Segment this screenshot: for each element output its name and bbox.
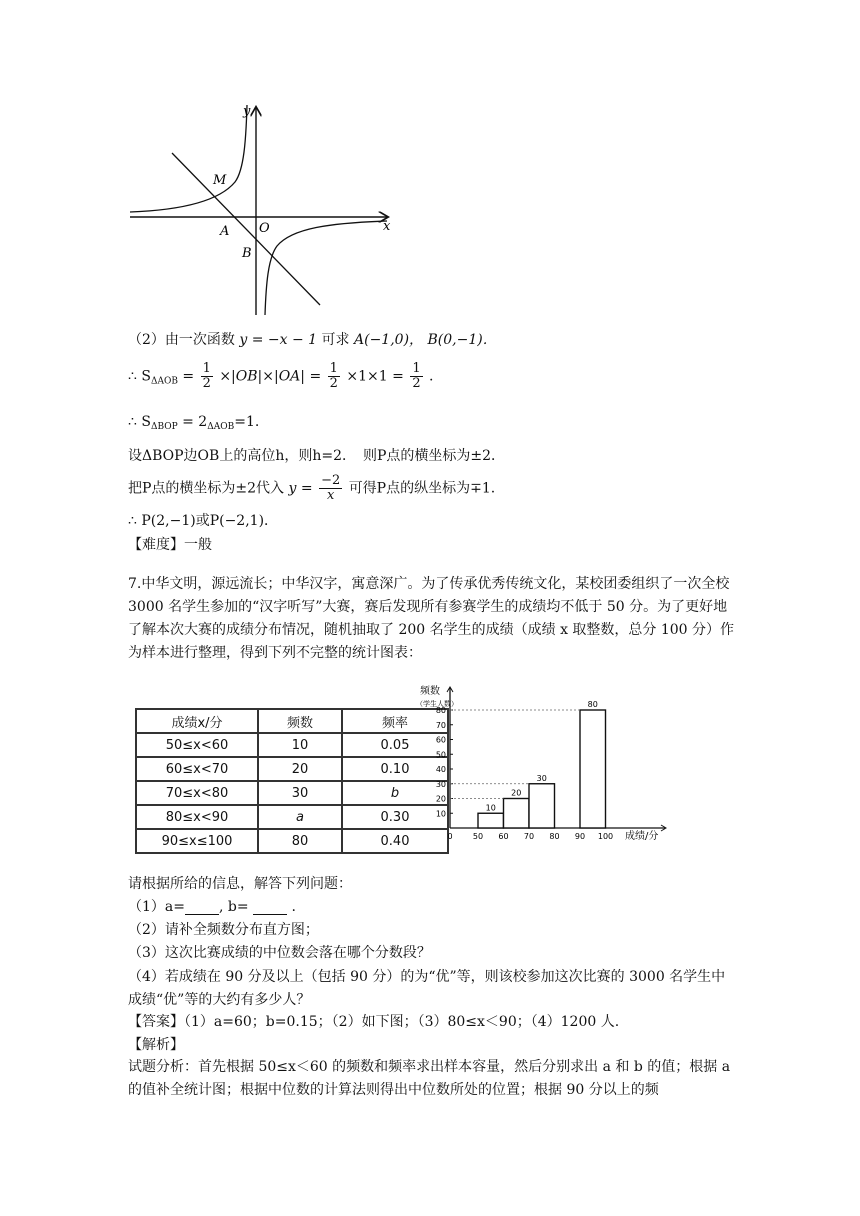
solution-line-2: ∴ $S_{\Delta AOB}$ = $\frac{1}{2}$ ×|OB|×|OA| = $\frac{1}{2}$ ×1×1 = $\frac{1}{2}$ . [128, 361, 434, 391]
linear-function-line [172, 153, 320, 305]
table-row: 90≤x≤100 80 0.40 [136, 829, 448, 853]
frequency-histogram [410, 680, 680, 850]
hyperbola-branch-left [130, 105, 247, 212]
fraction-half: $\frac{1}{2}$ [202, 361, 211, 391]
histogram-bar [504, 799, 530, 829]
difficulty-label: 【难度】一般 [128, 537, 212, 553]
origin-label: O [259, 221, 270, 236]
fraction-neg2-over-x: $\frac{-2}{x}$ [321, 473, 341, 503]
y-axis-label: y [243, 104, 251, 119]
histogram-bar [529, 784, 555, 828]
solution-line-4: 设ΔBOP边OB上的高位h，则h=2． 则P点的横坐标为±2． [128, 448, 506, 464]
function-graph [125, 100, 395, 320]
solution-line-6: ∴ P(2,−1)或P(−2,1)． [128, 513, 279, 529]
x-tick-label: 50 [472, 832, 484, 841]
point-b-label: B [242, 246, 252, 261]
questions-intro: 请根据所给的信息，解答下列问题： [128, 876, 352, 892]
x-axis-label: x [383, 219, 391, 234]
y-tick-label: 20 [435, 794, 446, 804]
histogram-bar [580, 710, 606, 828]
y-tick-label: 50 [435, 750, 446, 760]
y-axis-subtitle: （学生人数） [416, 700, 458, 708]
solution-line-5: 把P点的横坐标为±2代入 y = $\frac{-2}{x}$ 可得P点的纵坐标为∓1. [128, 473, 496, 503]
y-tick-label: 30 [435, 779, 446, 789]
bar-value-label: 10 [485, 803, 496, 813]
solution-line-1: （2）由一次函数 y = −x − 1 可求 A(−1,0)， B(0,−1)． [128, 332, 497, 348]
bar-value-label: 30 [536, 773, 547, 783]
frequency-table [135, 708, 449, 854]
bar-value-label: 20 [511, 788, 522, 798]
y-axis-title: 频数 [420, 686, 440, 697]
table-header-row: 成绩x/分 频数 频率 [136, 709, 448, 733]
table-row: 80≤x<90 a 0.30 [136, 805, 448, 829]
x-tick-label: 70 [523, 832, 535, 841]
question-3: （3）这次比赛成绩的中位数会落在哪个分数段？ [128, 945, 431, 961]
y-tick-label: 40 [435, 765, 446, 774]
point-a-label: A [220, 224, 230, 239]
y-tick-label: 10 [435, 809, 446, 819]
analysis-text: 试题分析：首先根据 50≤x＜60 的频数和频率求出样本容量，然后分别求出 a 和 b 的值；根据 a 的值补全统计图；根据中位数的计算法则得出中位数所处的位置；根据 90 分以上的频 [128, 1059, 731, 1098]
y-tick-label: 60 [435, 735, 446, 745]
x-tick-label: 100 [597, 832, 614, 841]
fraction-half: $\frac{1}{2}$ [329, 361, 338, 391]
x-tick-label: 60 [498, 832, 509, 841]
y-tick-label: 70 [435, 720, 446, 730]
bar-value-label: 80 [587, 700, 598, 709]
y-tick-label: 80 [435, 706, 446, 715]
answer-line: 【答案】（1）a=60；b=0.15；（2）如下图；（3）80≤x＜90；（4）1200 人. [128, 1014, 620, 1030]
x-tick-label: 90 [574, 832, 586, 841]
question-7-text: 7.中华文明，源远流长；中华汉字，寓意深广。为了传承优秀传统文化，某校团委组织了一次全校 3000 名学生参加的“汉字听写”大赛，赛后发现所有参赛学生的成绩均不低于 50 分。为了更好地了解本次大赛的成绩分布情况，随机抽取了 200 名学生的成绩（成绩 x 取整数，总分 100 分）作为样本进行整理，得到下列不完整的统计图表： [128, 576, 735, 661]
table-row: 70≤x<80 30 b [136, 781, 448, 805]
analysis-heading: 【解析】 [128, 1037, 184, 1053]
solution-line-3: ∴ $S_{\Delta BOP} = 2_{\Delta AOB}=1$. [128, 414, 260, 432]
table-row: 50≤x<60 10 0.05 [136, 733, 448, 757]
question-1: （1）a= , b= . [128, 899, 296, 915]
x-axis-title: 成绩/分 [625, 831, 659, 842]
point-m-label: M [213, 173, 227, 188]
x-tick-label: 0 [447, 832, 453, 841]
table-row: 60≤x<70 20 0.10 [136, 757, 448, 781]
answer-blank-b[interactable] [253, 900, 287, 915]
fraction-half: $\frac{1}{2}$ [412, 361, 421, 391]
question-2: （2）请补全频数分布直方图； [128, 922, 319, 938]
question-4: （4）若成绩在 90 分及以上（包括 90 分）的为“优”等，则该校参加这次比赛的 3000 名学生中成绩“优”等的大约有多少人？ [128, 969, 726, 1008]
answer-blank-a[interactable] [185, 900, 219, 915]
x-tick-label: 80 [549, 832, 560, 841]
histogram-bar [478, 813, 504, 828]
